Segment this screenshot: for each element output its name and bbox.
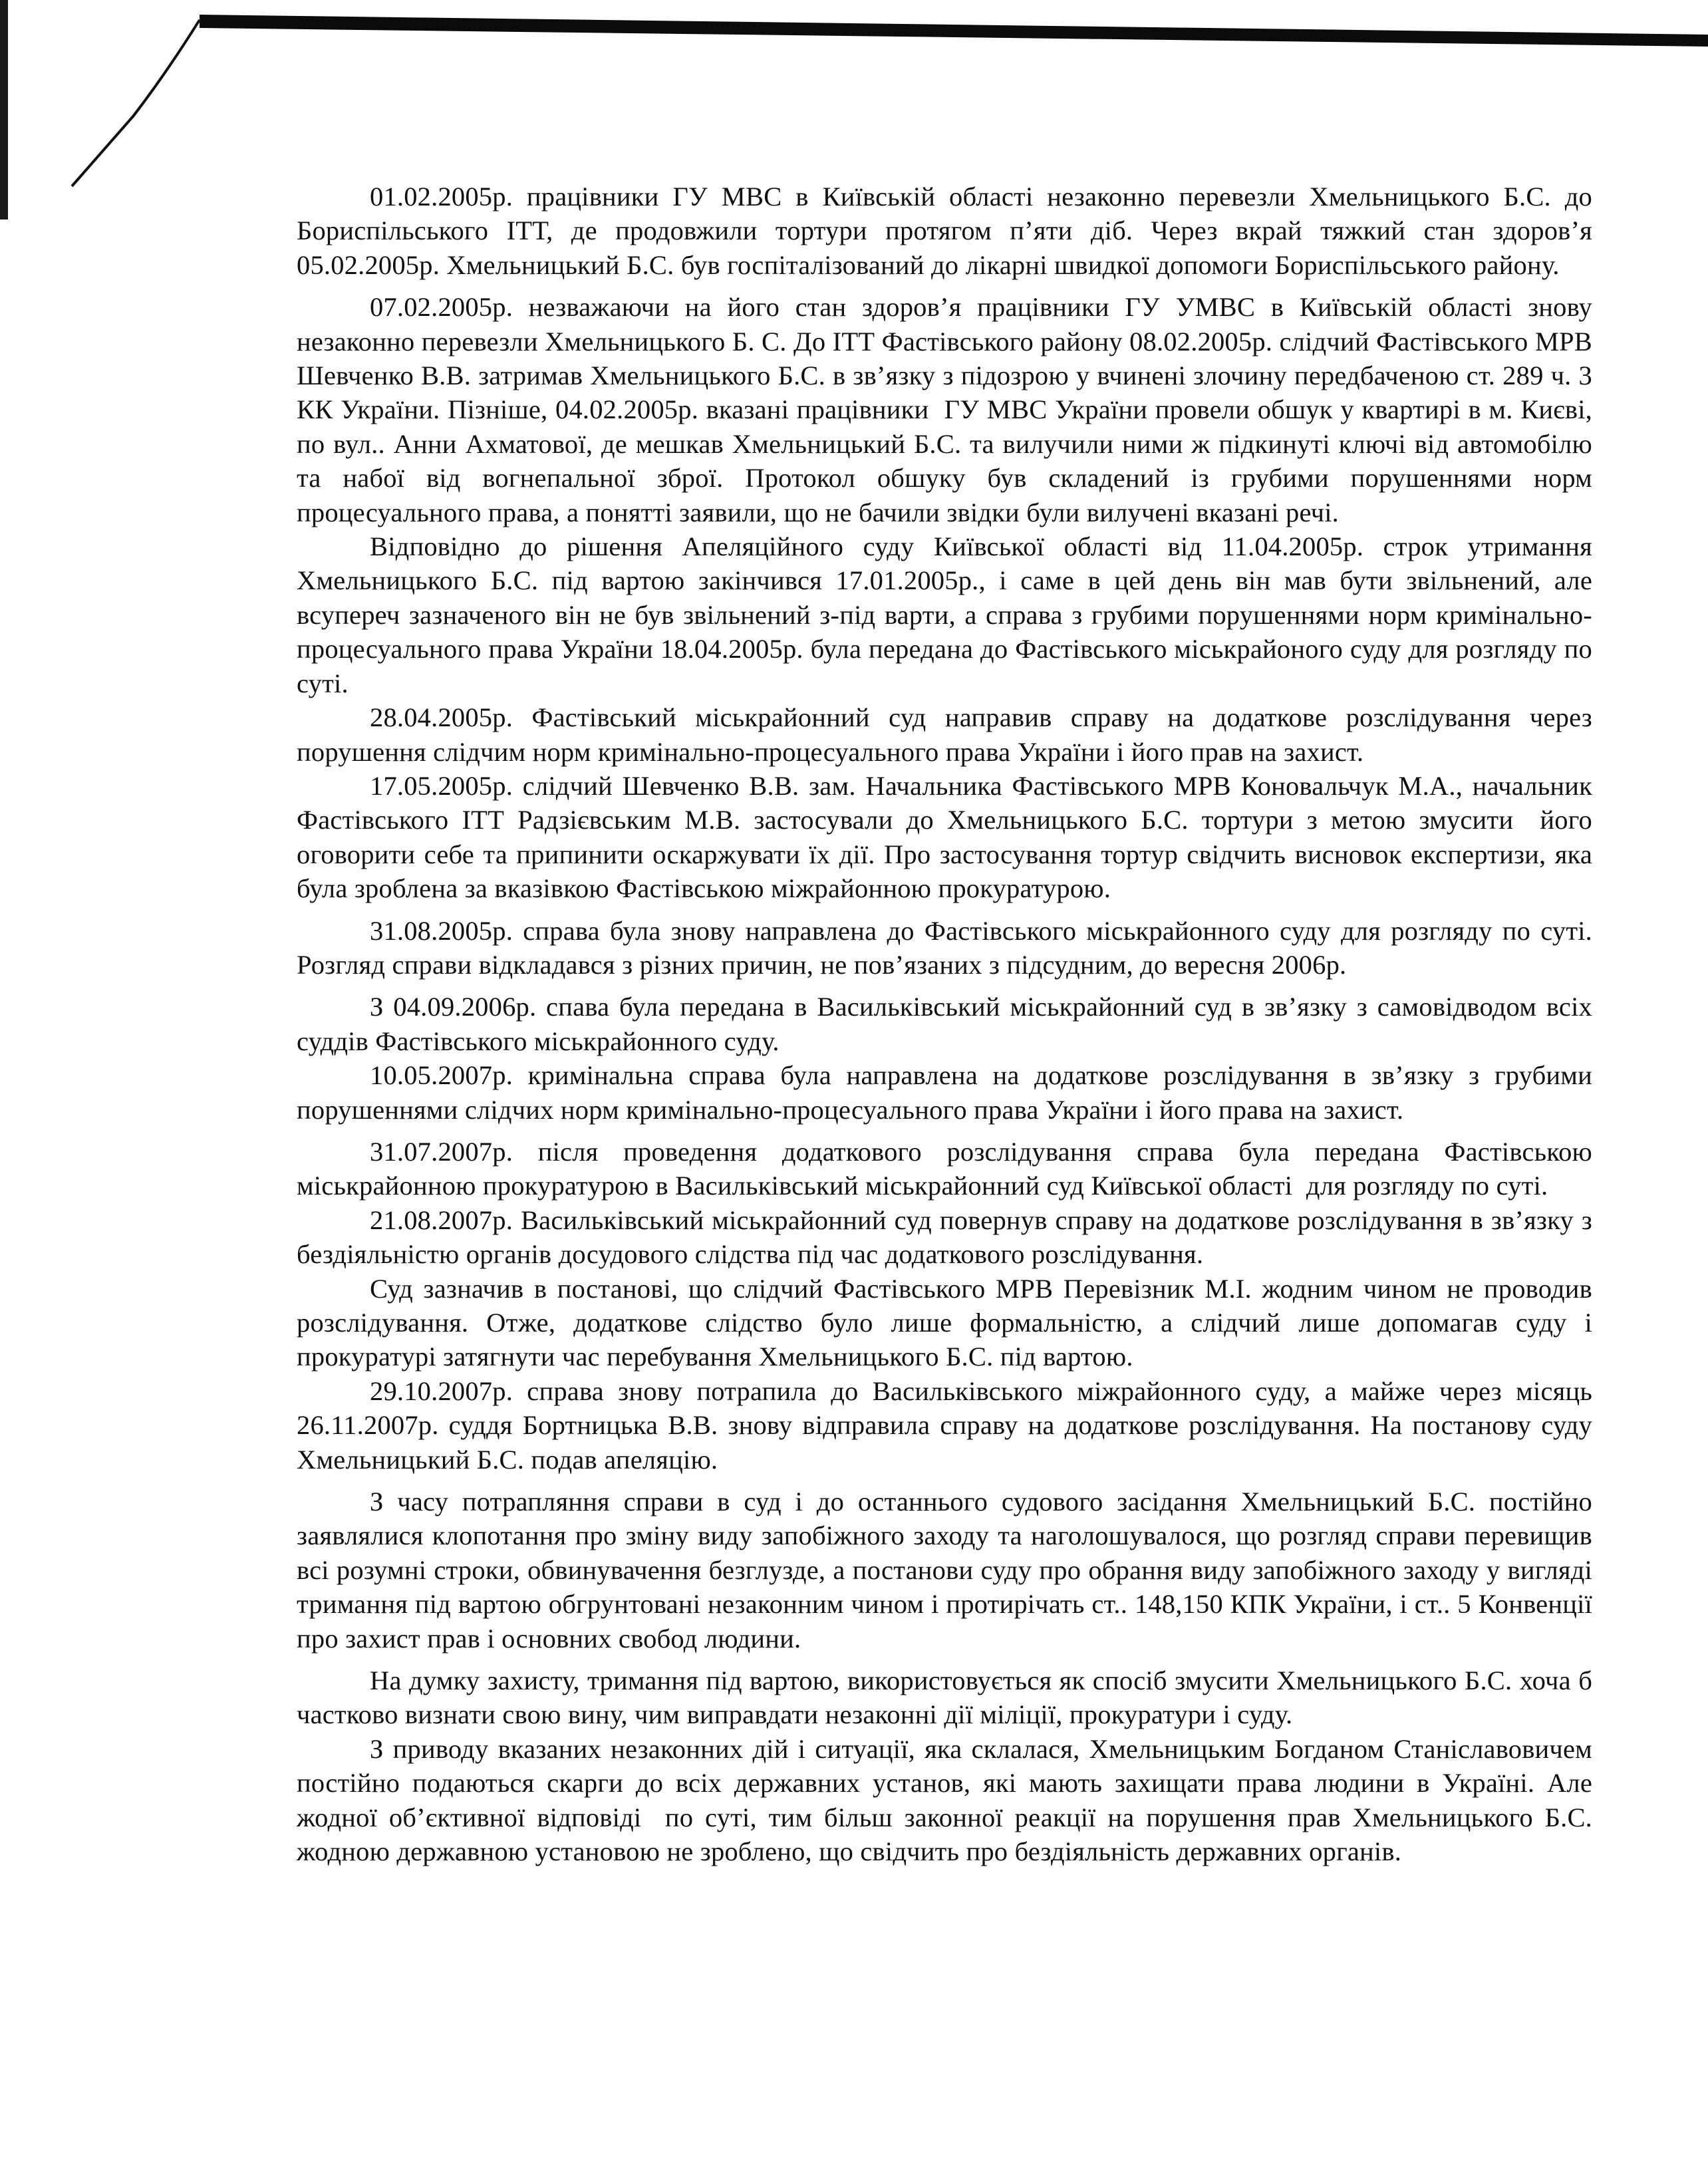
scan-left-edge [0,0,8,219]
paragraph: Відповідно до рішення Апеляційного суду Київської області від 11.04.2005р. строк утримання Хмельницького Б.С. під вартою закінчився 17.01.2005р., і саме в цей день він мав бути звільнений, але всупереч зазначеного він не був звільнений з-під варти, а справа з грубими порушеннями норм кримінально-процесуального права України 18.04.2005р. була передана до Фастівського міськрайоного суду для розгляду по суті. [297,531,1600,698]
paragraph: 10.05.2007р. кримінальна справа була направлена на додаткове розслідування в зв’язку з грубими порушеннями слідчих норм кримінально-процесуального права України і його права на захист. [297,1060,1600,1125]
paragraph: Суд зазначив в постанові, що слідчий Фастівського МРВ Перевізник М.І. жодним чином не проводив розслідування. Отже, додаткове слідство було лише формальністю, а слідчий лише допомагав суду і прокуратурі затягнути час перебування Хмельницького Б.С. під вартою. [297,1273,1600,1372]
paragraph: З 04.09.2006р. спава була передана в Васильківський міськрайонний суд в зв’язку з самовідводом всіх суддів Фастівського міськрайонного суду. [297,992,1600,1056]
paragraph: 01.02.2005р. працівники ГУ МВС в Київській області незаконно перевезли Хмельницького Б.С. до Бориспільського ІТТ, де продовжили тортури протягом п’яти діб. Через вкрай тяжкий стан здоров’я 05.02.2005р. Хмельницький Б.С. був госпіталізований до лікарні швидкої допомоги Бориспільського району. [297,182,1606,280]
paragraph: 17.05.2005р. слідчий Шевченко В.В. зам. Начальника Фастівського МРВ Коновальчук М.А., начальник Фастівського ІТТ Радзієвським М.В. застосували до Хмельницького Б.С. тортури з метою змусити його оговорити себе та припинити оскаржувати їх дії. Про застосування тортур свідчить висновок експертизи, яка була зроблена за вказівкою Фастівською міжрайонною прокуратурою. [297,770,1600,904]
scan-top-edge [200,15,1708,47]
document-body [297,180,1606,1869]
paragraph: 21.08.2007р. Васильківський міськрайонний суд повернув справу на додаткове розслідування в зв’язку з бездіяльністю органів досудового слідства під час додаткового розслідування. [297,1205,1600,1270]
paragraph: На думку захисту, тримання під вартою, використовується як спосіб змусити Хмельницького Б.С. хоча б частково визнати свою вину, чим виправдати незаконні дії міліції, прокуратури і суду. [297,1665,1600,1730]
paragraph: 31.08.2005р. справа була знову направлена до Фастівського міськрайонного суду для розгляду по суті. Розгляд справи відкладався з різних причин, не пов’язаних з підсудним, до вересня 2006р. [297,915,1600,980]
paragraph: З часу потрапляння справи в суд і до останнього судового засідання Хмельницький Б.С. постійно заявлялися клопотання про зміну виду запобіжного заходу та наголошувалося, що розгляд справи перевищив всі розумні строки, обвинувачення безглузде, а постанови суду про обрання виду запобіжного заходу у вигляді тримання під вартою обгрунтовані незаконним чином і протирічать ст.. 148,150 КПК України, і ст.. 5 Конвенції про захист прав і основних свобод людини. [297,1487,1600,1654]
paragraph: З приводу вказаних незаконних дій і ситуації, яка склалася, Хмельницьким Богданом Станіславовичем постійно подаються скарги до всіх державних установ, які мають захищати права людини в Україні. Але жодної об’єктивної відповіді по суті, тим більш законної реакції на порушення прав Хмельницького Б.С. жодною державною установою не зроблено, що свідчить про бездіяльність державних органів. [297,1733,1600,1867]
scan-corner-fold [72,20,200,186]
paragraph: 28.04.2005р. Фастівський міськрайонний суд направив справу на додаткове розслідування через порушення слідчим норм кримінально-процесуального права України і його прав на захист. [297,702,1600,767]
paragraph: 07.02.2005р. незважаючи на його стан здоров’я працівники ГУ УМВС в Київській області знову незаконно перевезли Хмельницького Б. С. До ІТТ Фастівського району 08.02.2005р. слідчий Фастівського МРВ Шевченко В.В. затримав Хмельницького Б.С. в зв’язку з підозрою у вчинені злочину передбаченою ст. 289 ч. 3 КК України. Пізніше, 04.02.2005р. вказані працівники ГУ МВС України провели обшук у квартирі в м. Києві, по вул.. Анни Ахматової, де мешкав Хмельницький Б.С. та вилучили ними ж підкинуті ключі від автомобілю та набої від вогнепальної зброї. Протокол обшуку був складений із грубими порушеннями норм процесуального права, а понятті заявили, що не бачили звідки були вилучені вказані речі. [297,292,1600,527]
paragraph: 29.10.2007р. справа знову потрапила до Васильківського міжрайонного суду, а майже через місяць 26.11.2007р. суддя Бортницька В.В. знову відправила справу на додаткове розслідування. На постанову суду Хмельницький Б.С. подав апеляцію. [297,1375,1600,1475]
paragraph: 31.07.2007р. після проведення додаткового розслідування справа була передана Фастівською міськрайонною прокуратурою в Васильківський міськрайонний суд Київської області для розгляду по суті. [297,1136,1600,1201]
